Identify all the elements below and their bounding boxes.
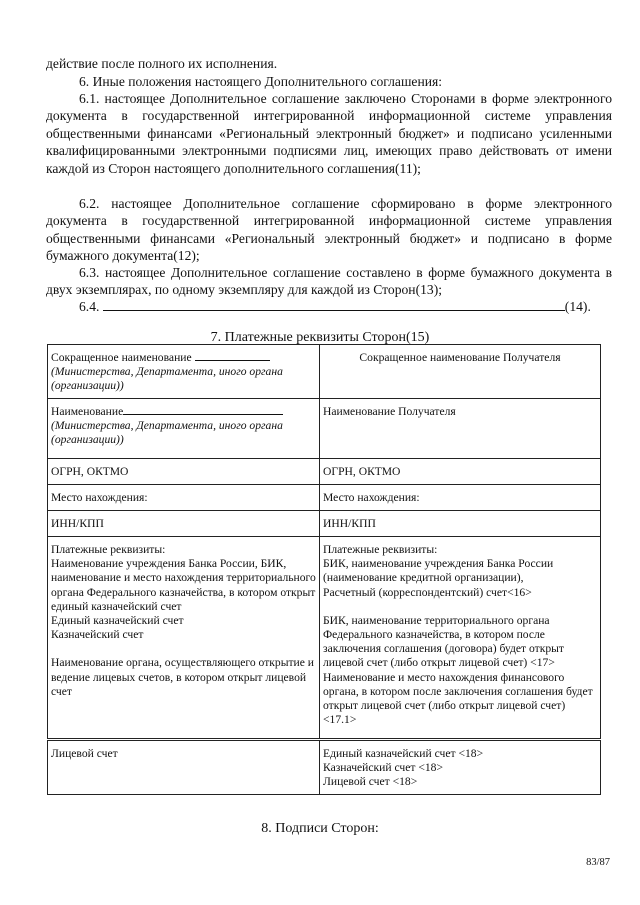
table-cell: ИНН/КПП xyxy=(320,511,601,537)
p4-label: 6.4. xyxy=(79,299,100,314)
table-row xyxy=(48,459,601,485)
cell-block: Наименование органа, осуществляющего открытие и ведение лицевых счетов, в котором открыт лицевой счет xyxy=(51,656,315,698)
table-cell xyxy=(48,345,320,399)
table-cell: Единый казначейский счет <18> Казначейский счет <18> Лицевой счет <18> xyxy=(320,740,601,795)
cell-main-text: Наименование xyxy=(51,405,316,419)
p4-suffix: (14). xyxy=(564,299,591,314)
section6-p2: 6.2. настоящее Дополнительное соглашение сформировано в форме электронного документа в государственной интегрированной информационной системе управления общественными финансами «Региональный электронный бюджет» и подписано в форме бумажного документа(12); xyxy=(46,196,612,264)
table-row xyxy=(48,399,601,459)
section7-title: 7. Платежные реквизиты Сторон(15) xyxy=(210,330,430,345)
table-row xyxy=(48,511,601,537)
section6-p3: 6.3. настоящее Дополнительное соглашение составлено в форме бумажного документа в двух экземплярах, по одному экземпляру для каждой из Сторон(13); xyxy=(46,265,612,298)
table-cell xyxy=(48,399,320,459)
section6-title: 6. Иные положения настоящего Дополнительного соглашения: xyxy=(79,74,443,89)
table-cell: ИНН/КПП xyxy=(48,511,320,537)
cell-block: Платежные реквизиты: БИК, наименование учреждения Банка России (наименование кредитной организации), Расчетный (корреспондентский) счет<16> xyxy=(323,543,554,599)
cell-note: (Министерства, Департамента, иного органа (организации)) xyxy=(51,365,283,393)
table-cell: ОГРН, ОКТМО xyxy=(320,459,601,485)
table-cell xyxy=(320,537,601,740)
table-row xyxy=(48,345,601,399)
cell-block: БИК, наименование территориального органа Федерального казначейства, в котором после заключения соглашения (договора) будет открыт лицевой счет (либо открыт лицевой счет) <17> Наименование и место нахождения финансового органа, в котором после заключения соглашения будет открыт лицевой счет (либо открыт лицевой счет) <17.1> xyxy=(323,613,593,727)
table-cell: Наименование Получателя xyxy=(320,399,601,459)
cell-block: Платежные реквизиты: Наименование учреждения Банка России, БИК, наименование и место нахождения территориального органа Федерального казначейства, в котором открыт единый казначейский счет Единый казначейский счет Казначейский счет xyxy=(51,543,316,642)
page-number: 83/87 xyxy=(586,857,610,868)
table-row xyxy=(48,740,601,795)
table-row xyxy=(48,485,601,511)
p4-blank-line xyxy=(103,310,565,311)
section6-p1: 6.1. настоящее Дополнительное соглашение заключено Сторонами в форме электронного документа в государственной интегрированной информационной системе управления общественными финансами «Региональный электронный бюджет» и подписано усиленными квалифицированными электронными подписями лиц, имеющих право действовать от имени каждой из Сторон настоящего дополнительного соглашения(11); xyxy=(46,91,612,176)
table-cell: Место нахождения: xyxy=(48,485,320,511)
table-cell: Лицевой счет xyxy=(48,740,320,795)
table-cell xyxy=(48,537,320,740)
intro-line: действие после полного их исполнения. xyxy=(46,56,278,71)
table-cell: ОГРН, ОКТМО xyxy=(48,459,320,485)
section6-p4 xyxy=(46,298,612,315)
table-cell: Сокращенное наименование Получателя xyxy=(320,345,601,399)
table-row xyxy=(48,537,601,740)
payment-details-table xyxy=(47,344,601,795)
section8-title: 8. Подписи Сторон: xyxy=(261,821,379,836)
table-cell: Место нахождения: xyxy=(320,485,601,511)
cell-main-text: Сокращенное наименование xyxy=(51,351,316,365)
cell-note: (Министерства, Департамента, иного органа (организации)) xyxy=(51,419,283,447)
